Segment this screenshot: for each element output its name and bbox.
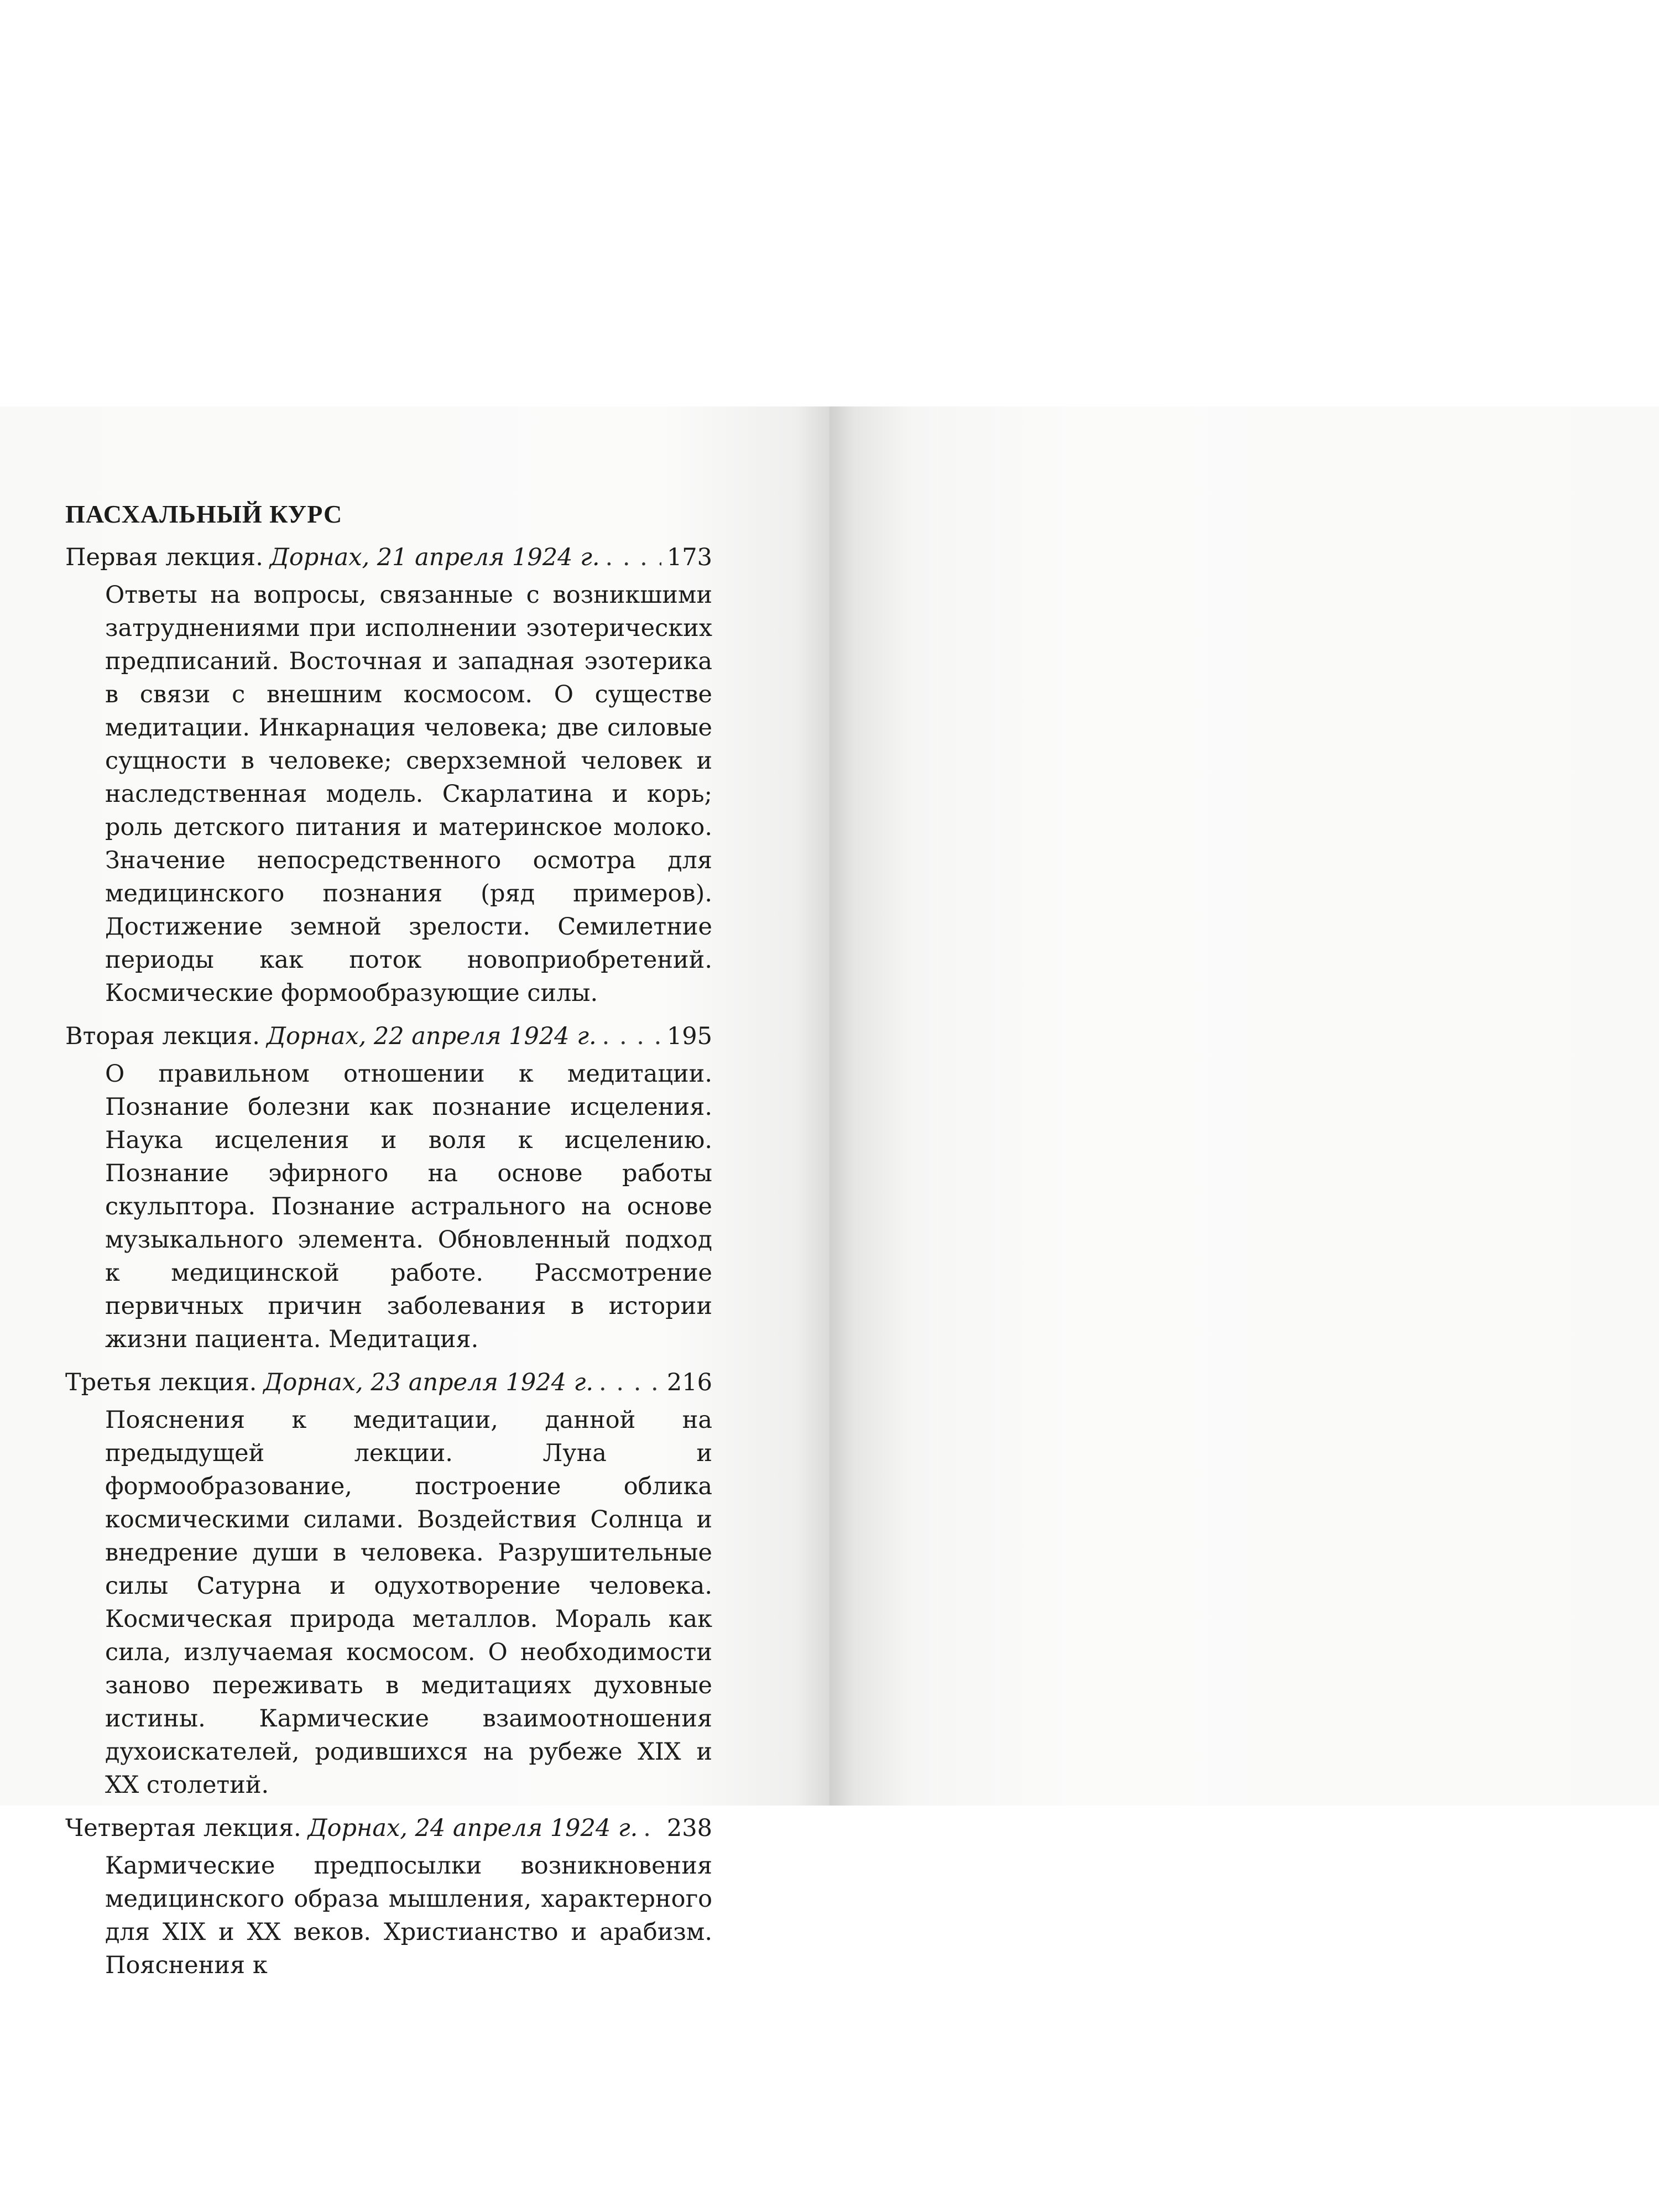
toc-entry-lecture-1[interactable] [65,541,712,1010]
page-number: 195 [666,1022,712,1050]
left-page [0,406,830,1979]
entry-title: Вторая лекция. [65,1022,260,1050]
leader-dots [602,1020,661,1053]
entry-summary: О правильном отношении к медитации. Познание болезни как познание исцеления. Наука исцеления и воля к исцелению. Познание эфирного на основе работы скульптора. Познание астрального на основе музыкального элемента. Обновленный подход к медицинской работе. Рассмотрение первичных причин заболевания в истории жизни пациента. Медитация. [105,1060,712,1353]
book-spread [0,406,1659,1979]
toc-entry-head [65,1812,712,1845]
entry-place-date: Дорнах, 21 апреля 1924 г. [269,544,600,571]
entry-summary: Ответы на вопросы, связанные с возникшими затруднениями при исполнении эзотерических предписаний. Восточная и западная эзотерика в связи с внешним космосом. О существе медитации. Инкарнация человека; две силовые сущности в человеке; сверхземной человек и наследственная модель. Скарлатина и корь; роль детского питания и материнское молоко. Значение непосредственного осмотра для медицинского познания (ряд примеров). Достижение земной зрелости. Семилетние периоды как поток новоприобретений. Космические формообразующие силы. [105,581,712,1007]
entry-title: Четвертая лекция. [65,1814,301,1842]
page-number: 216 [666,1369,712,1396]
toc-entry-lecture-4[interactable] [65,1812,712,1982]
leader-dots [599,1366,661,1399]
entry-title: Первая лекция. [65,544,263,571]
toc-entry-head [65,1366,712,1399]
entry-place-date: Дорнах, 24 апреля 1924 г. [307,1814,638,1842]
toc-entry-lecture-2[interactable] [65,1020,712,1356]
toc-entry-lecture-3[interactable] [65,1366,712,1802]
entry-place-date: Дорнах, 23 апреля 1924 г. [263,1369,594,1396]
toc-entry-head [65,1020,712,1053]
entry-title: Третья лекция. [65,1369,257,1396]
left-column [65,498,712,1992]
right-page [830,406,1659,1806]
entry-summary: Кармические предпосылки возникновения медицинского образа мышления, характерного для XIX и XX веков. Христианство и арабизм. Пояснения к [105,1852,712,1979]
entry-summary: Пояснения к медитации, данной на предыдущей лекции. Луна и формообразование, построение облика космическими силами. Воздействия Солнца и внедрение души в человека. Разрушительные силы Сатурна и одухотворение человека. Космическая природа металлов. Мораль как сила, излучаемая космосом. О необходимости заново переживать в медитациях духовные истины. Кармические взаимоотношения духоискателей, родившихся на рубеже XIX и XX столетий. [105,1406,712,1799]
toc-entry-head [65,541,712,574]
page-number: 173 [666,544,712,571]
section-title-easter-course: ПАСХАЛЬНЫЙ КУРС [65,500,343,528]
leader-dots [605,541,661,574]
page-number: 238 [666,1814,712,1842]
leader-dots [643,1812,661,1845]
entry-place-date: Дорнах, 22 апреля 1924 г. [266,1022,597,1050]
